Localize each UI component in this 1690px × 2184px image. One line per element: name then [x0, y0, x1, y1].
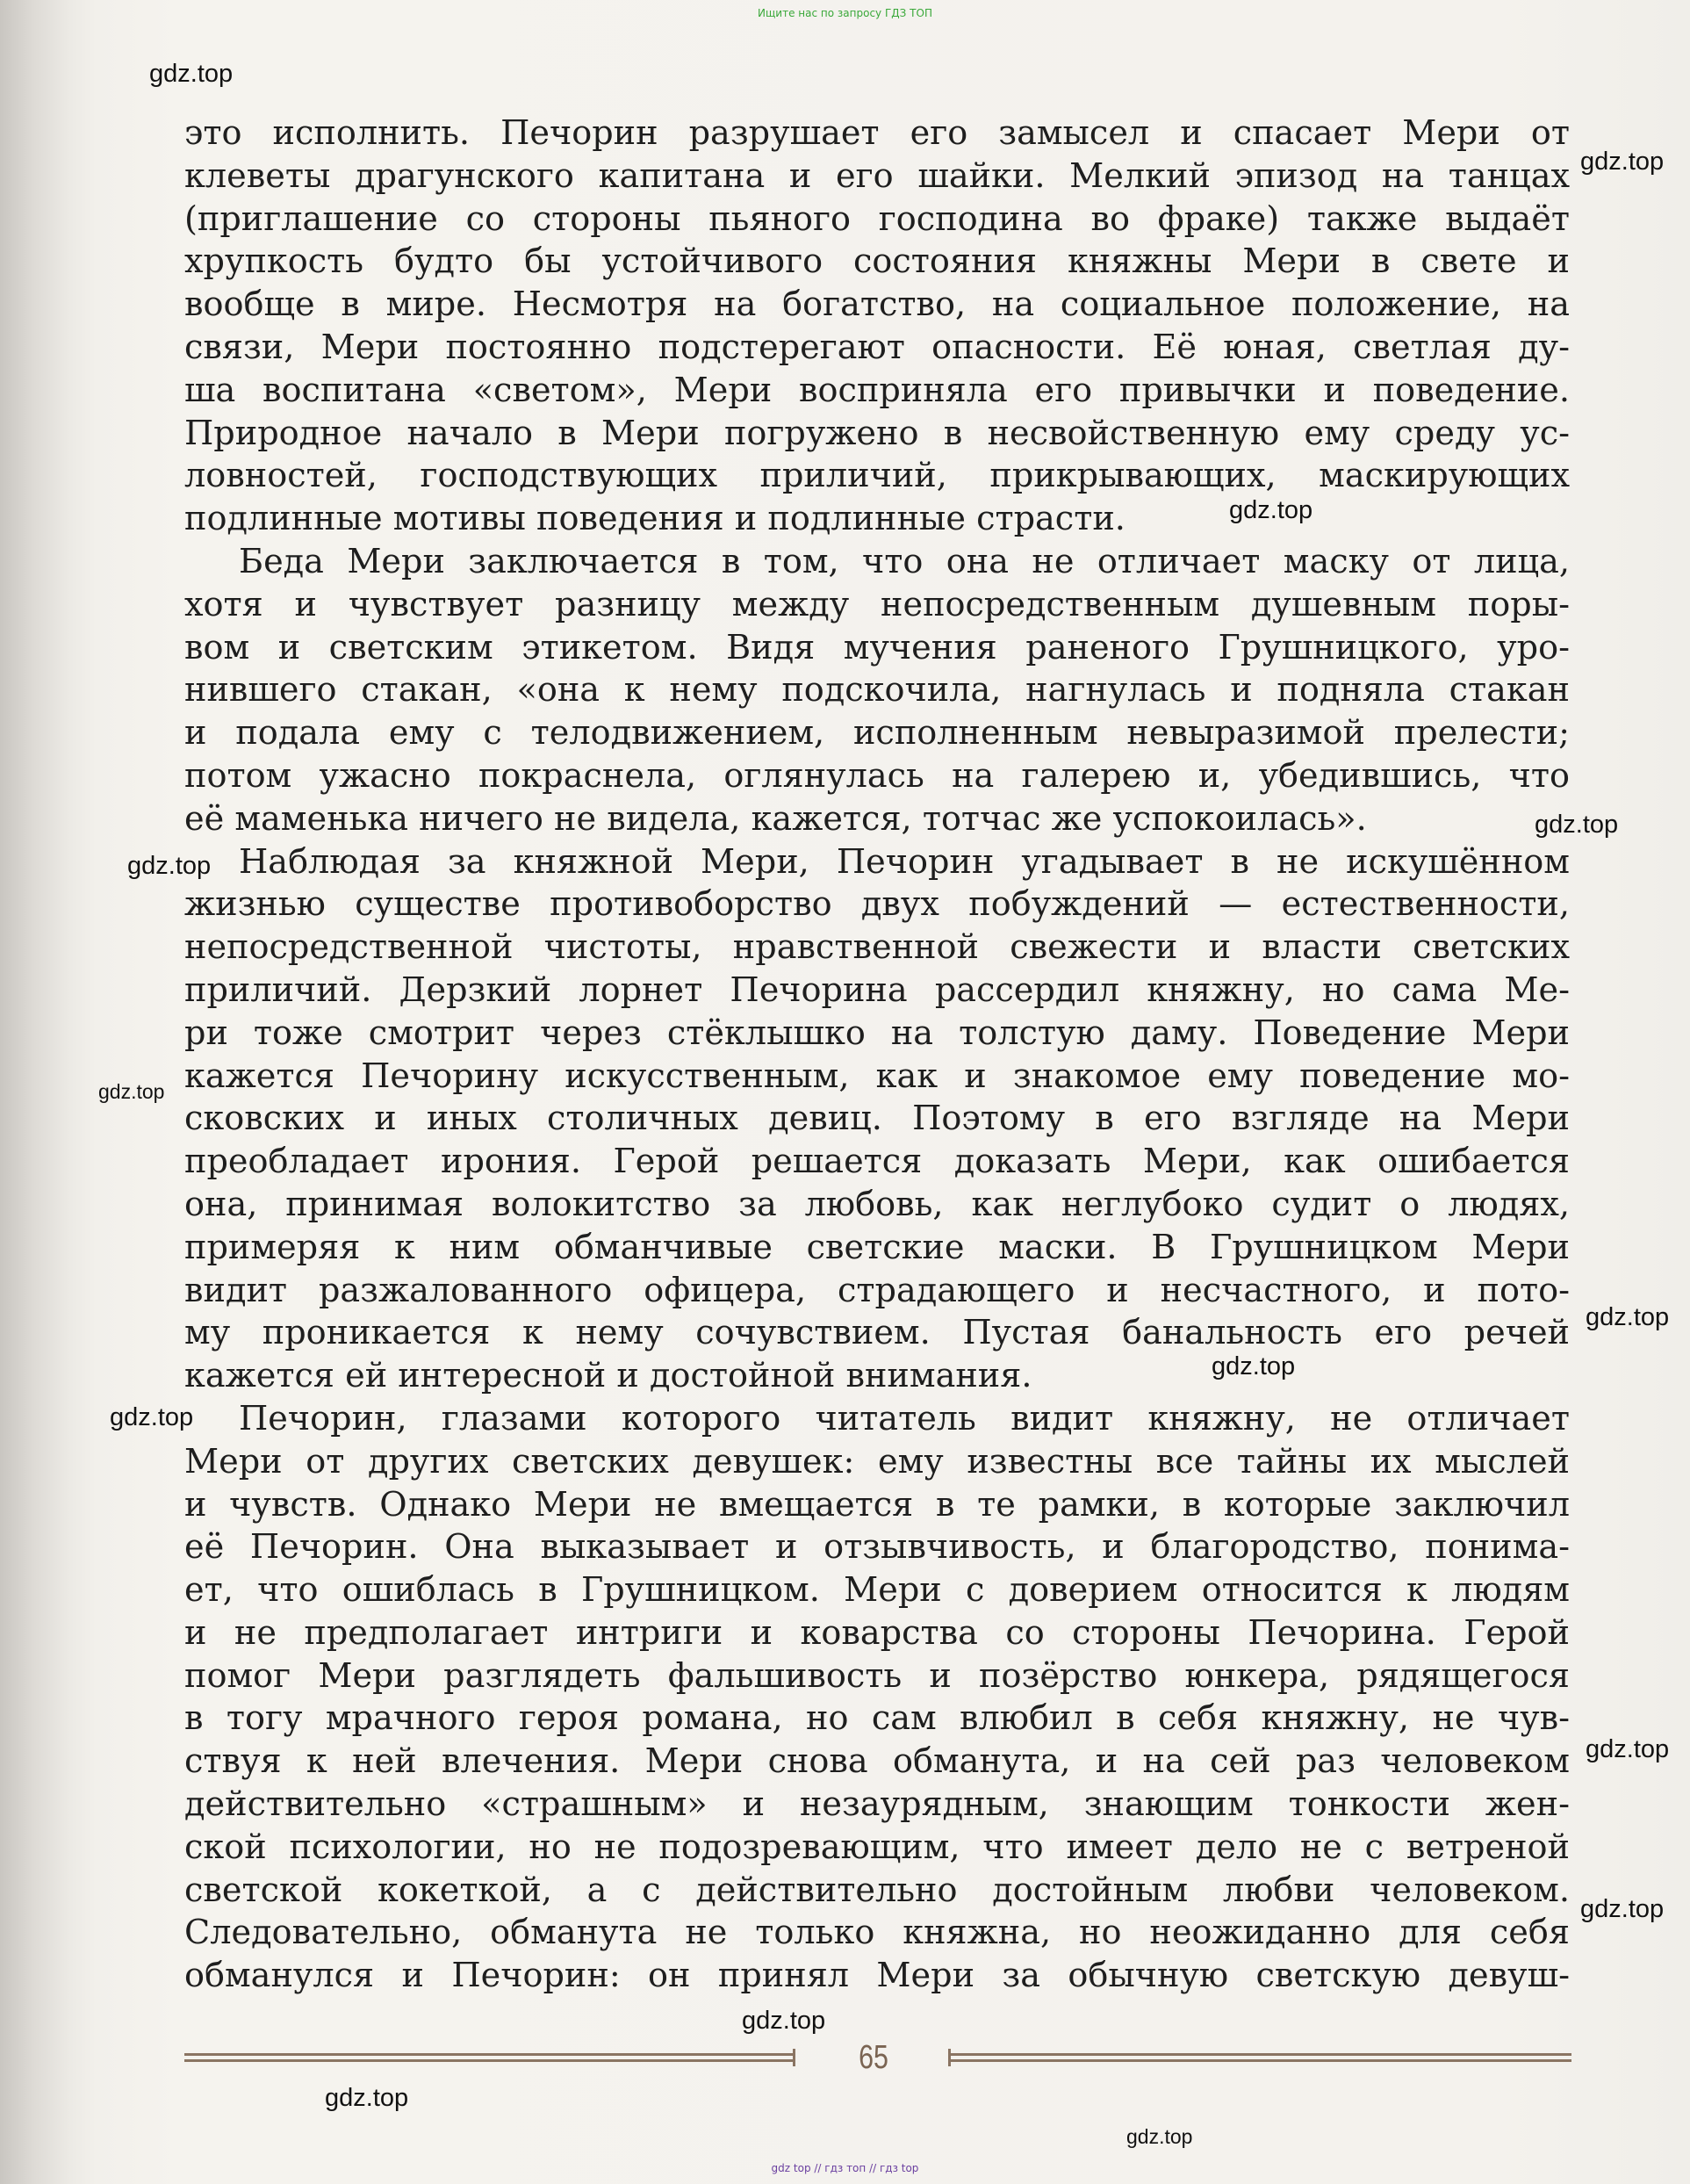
watermark: gdz.top [127, 852, 212, 880]
text-line: светской кокеткой, а с действительно достойным любви человеком. [184, 1870, 1570, 1910]
text-line: потом ужасно покраснела, оглянулась на галерею и, убедившись, что [184, 756, 1570, 796]
watermark: gdz.top [110, 1403, 194, 1431]
text-line: (приглашение со стороны пьяного господина во фраке) также выдаёт [184, 199, 1570, 239]
text-line: подлинные мотивы поведения и подлинные страсти. [184, 500, 1125, 539]
text-line: в тогу мрачного героя романа, но сам влюбил в себя княжну, не чув- [184, 1699, 1570, 1739]
text-line: преобладает ирония. Герой решается доказать Мери, как ошибается [184, 1142, 1570, 1182]
watermark: gdz.top [742, 2007, 826, 2035]
text-line: и чувств. Однако Мери не вмещается в те рамки, в которые заключил [184, 1485, 1570, 1524]
watermark: gdz.top [149, 60, 234, 88]
text-line: её Печорин. Она выказывает и отзывчивость, и благородство, понима- [184, 1528, 1570, 1568]
text-line: Печорин, глазами которого читатель видит княжну, не отличает [239, 1399, 1570, 1438]
watermark: gdz.top [1580, 148, 1665, 176]
text-line: Наблюдая за княжной Мери, Печорин угадывает в не искушённом [239, 842, 1570, 882]
top-banner: Ищите нас по запросу ГДЗ ТОП [758, 7, 932, 19]
body-text [184, 112, 1570, 1998]
watermark: gdz.top [1535, 811, 1619, 839]
text-line: кажется Печорину искусственным, как и знакомое ему поведение мо- [184, 1056, 1570, 1096]
text-line: ствуя к ней влечения. Мери снова обманута, и на сей раз человеком [184, 1742, 1570, 1782]
text-line: это исполнить. Печорин разрушает его замысел и спасает Мери от [184, 114, 1570, 153]
text-line: и подала ему с телодвижением, исполненным невыразимой прелести; [184, 714, 1570, 753]
bottom-banner: gdz top // гдз топ // гдз top [771, 2162, 919, 2174]
text-line: Природное начало в Мери погружено в несвойственную ему среду ус- [184, 414, 1570, 453]
text-line: кажется ей интересной и достойной внимания. [184, 1357, 1032, 1396]
watermark: gdz.top [98, 1080, 165, 1103]
text-line: помог Мери разглядеть фальшивость и позёрство юнкера, рядящегося [184, 1656, 1570, 1696]
text-line: вом и светским этикетом. Видя мучения раненого Грушницкого, уро- [184, 628, 1570, 667]
text-line: жизнью существе противоборство двух побуждений — естественности, [184, 885, 1570, 925]
text-line: она, принимая волокитство за любовь, как неглубоко судит о людях, [184, 1185, 1570, 1224]
text-line: примеряя к ним обманчивые светские маски. В Грушницком Мери [184, 1228, 1570, 1267]
text-line: Беда Мери заключается в том, что она не отличает маску от лица, [239, 542, 1570, 581]
text-line: хрупкость будто бы устойчивого состояния княжны Мери в свете и [184, 242, 1570, 282]
footer-rule-cap-left [793, 2049, 795, 2066]
text-line: ловностей, господствующих приличий, прикрывающих, маскирующих [184, 457, 1570, 496]
text-line: хотя и чувствует разницу между непосредственным душевным поры- [184, 585, 1570, 624]
text-line: обманулся и Печорин: он принял Мери за обычную светскую девуш- [184, 1957, 1570, 1996]
watermark: gdz.top [1580, 1895, 1665, 1923]
text-line: Мери от других светских девушек: ему известны все тайны их мыслей [184, 1442, 1570, 1481]
text-line: сковских и иных столичных девиц. Поэтому в его взгляде на Мери [184, 1099, 1570, 1139]
text-line: приличий. Дерзкий лорнет Печорина рассердил княжну, но сама Ме- [184, 970, 1570, 1010]
text-line: и не предполагает интриги и коварства со стороны Печорина. Герой [184, 1613, 1570, 1653]
text-line: нившего стакан, «она к нему подскочила, нагнулась и подняла стакан [184, 671, 1570, 710]
text-line: её маменька ничего не видела, кажется, тотчас же успокоилась». [184, 799, 1367, 839]
text-line: непосредственной чистоты, нравственной свежести и власти светских [184, 928, 1570, 968]
text-line: ри тоже смотрит через стёклышко на толстую даму. Поведение Мери [184, 1013, 1570, 1053]
watermark: gdz.top [1212, 1352, 1296, 1380]
footer-rule-left [184, 2053, 795, 2062]
text-line: видит разжалованного офицера, страдающего и несчастного, и пото- [184, 1271, 1570, 1310]
text-line: клеветы драгунского капитана и его шайки. Мелкий эпизод на танцах [184, 156, 1570, 196]
text-line: ша воспитана «светом», Мери восприняла его привычки и поведение. [184, 371, 1570, 410]
text-line: вообще в мире. Несмотря на богатство, на социальное положение, на [184, 285, 1570, 325]
text-line: связи, Мери постоянно подстерегают опасности. Её юная, светлая ду- [184, 328, 1570, 367]
footer-rule-right [948, 2053, 1571, 2062]
watermark: gdz.top [1586, 1735, 1670, 1763]
watermark: gdz.top [1126, 2125, 1193, 2148]
watermark: gdz.top [1586, 1303, 1670, 1331]
text-line: действительно «страшным» и незаурядным, знающим тонкости жен- [184, 1785, 1570, 1825]
page-number: 65 [859, 2039, 888, 2076]
watermark: gdz.top [1229, 496, 1313, 524]
text-line: Следовательно, обманута не только княжна, но неожиданно для себя [184, 1914, 1570, 1953]
text-line: ской психологии, но не подозревающим, что имеет дело не с ветреной [184, 1827, 1570, 1867]
text-line: ет, что ошиблась в Грушницком. Мери с доверием относится к людям [184, 1571, 1570, 1611]
text-line: му проникается к нему сочувствием. Пустая банальность его речей [184, 1314, 1570, 1353]
watermark: gdz.top [325, 2084, 409, 2112]
